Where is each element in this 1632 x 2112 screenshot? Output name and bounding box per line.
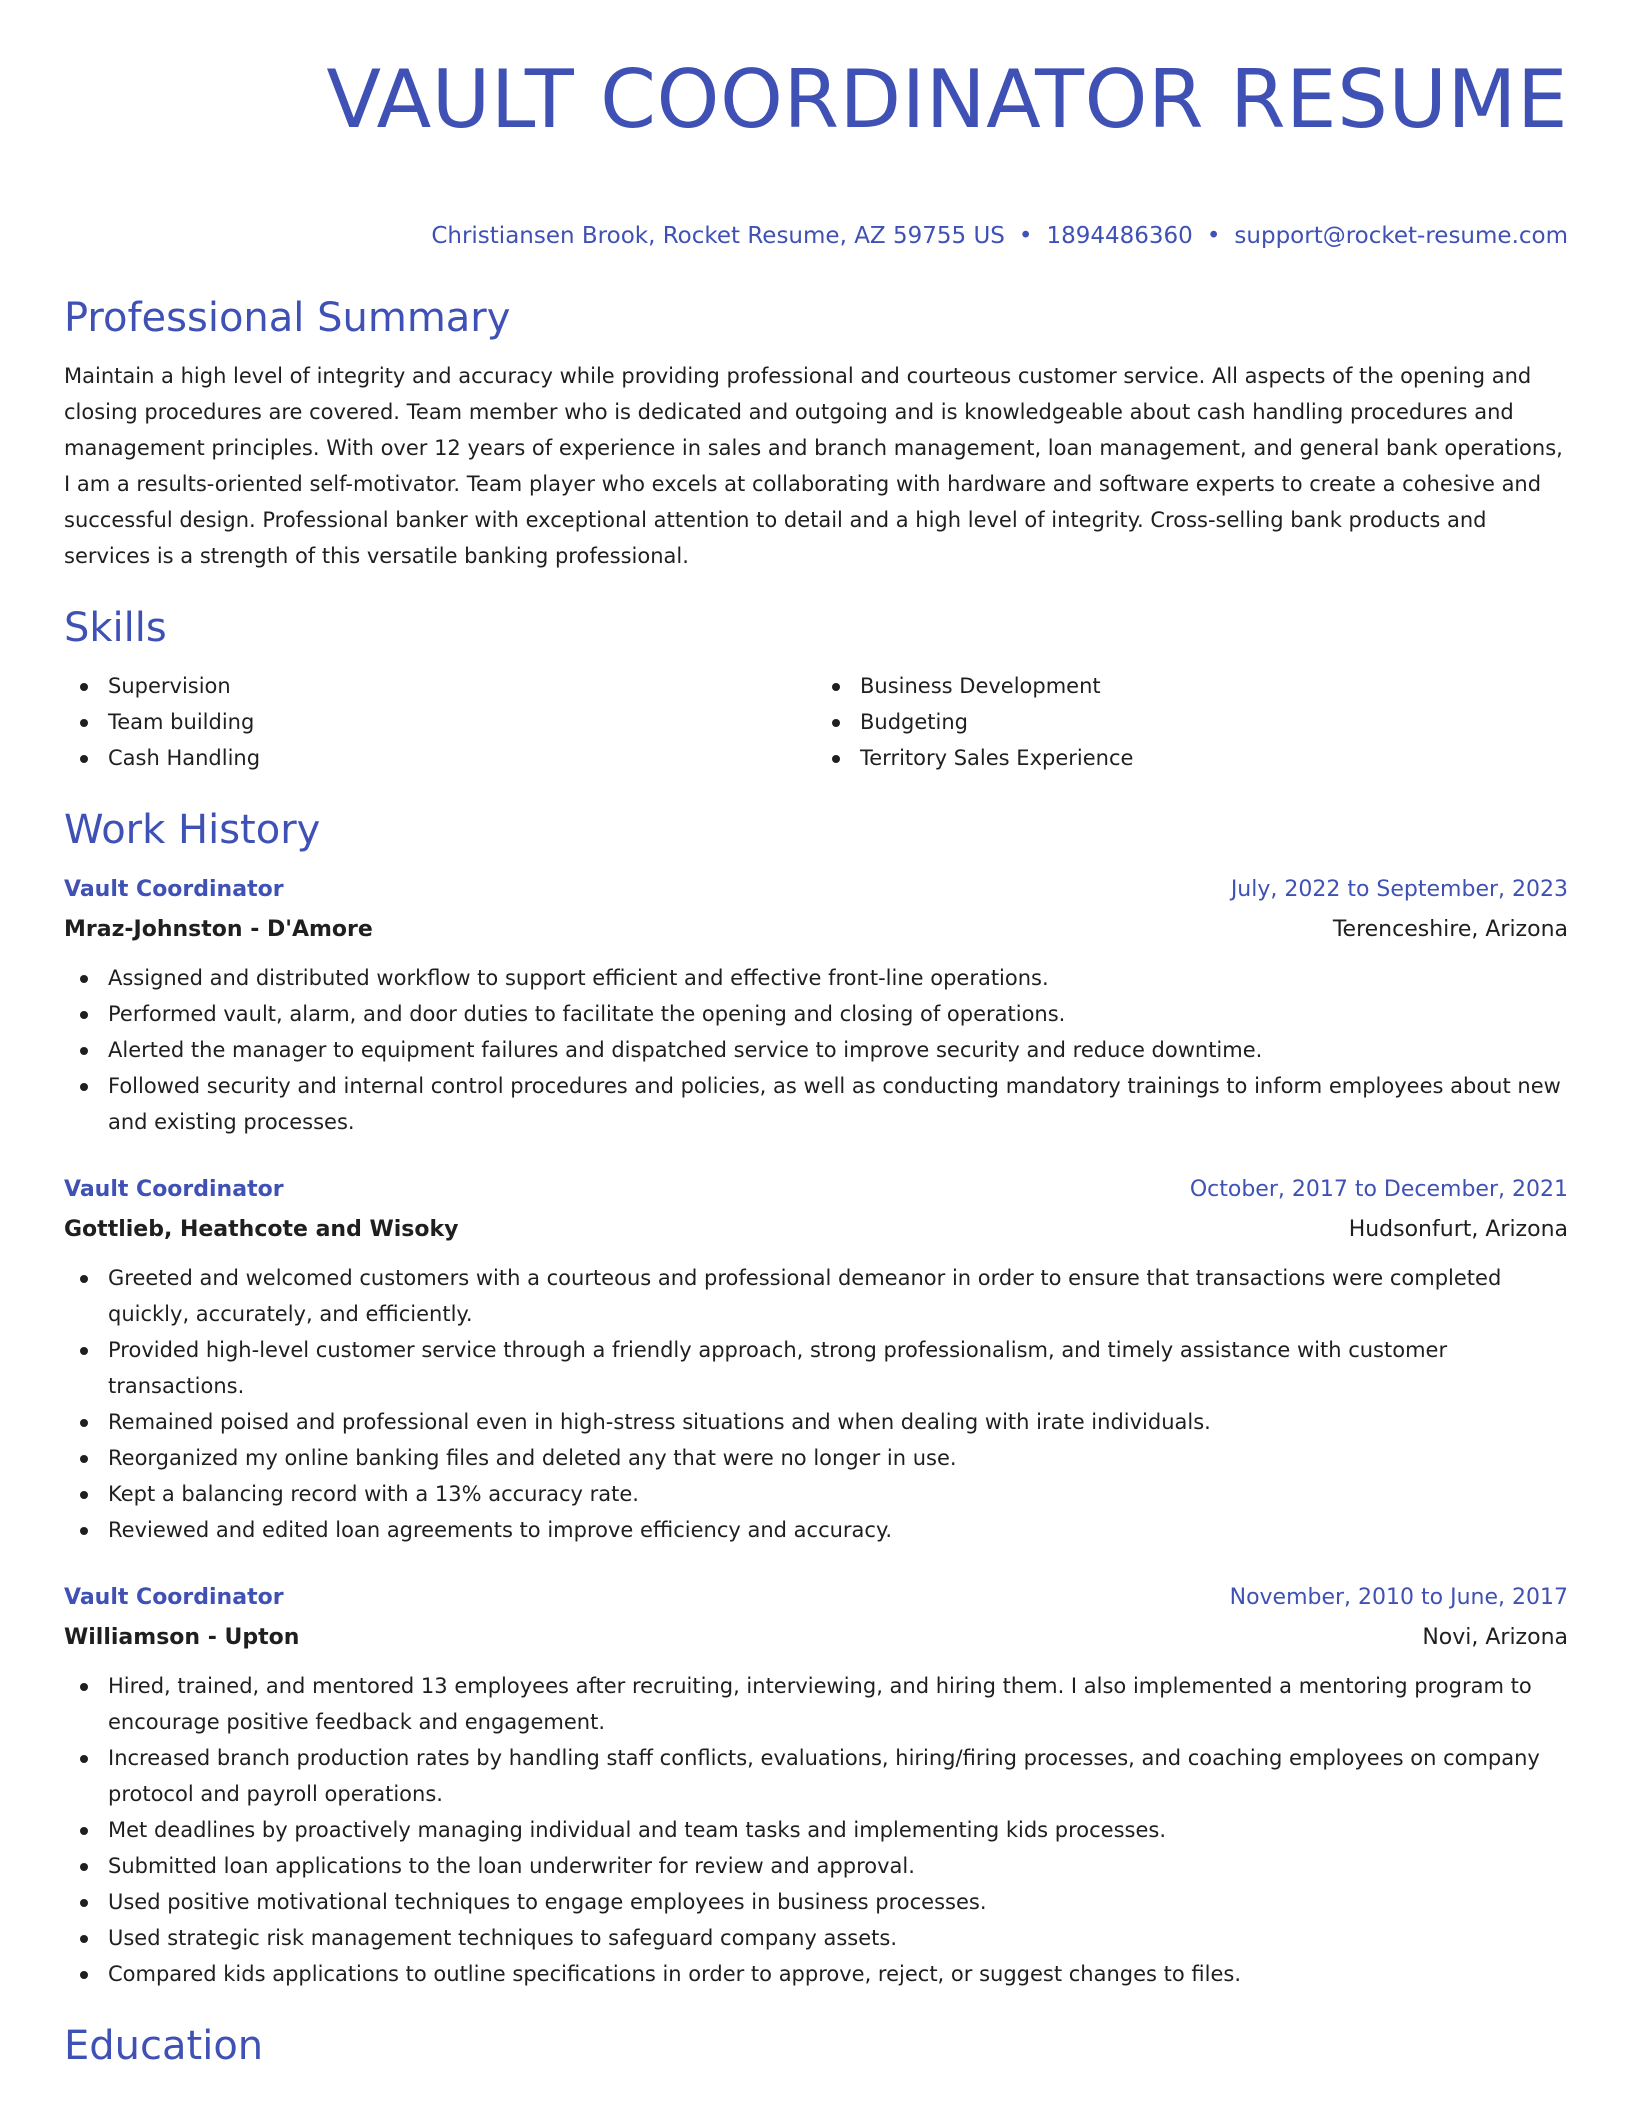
summary-text: Maintain a high level of integrity and accuracy while providing professional and courteous customer service. All aspects of the opening and closing procedures are covered. Team member who is dedicated and outgoing and is knowledgeable about cash handling procedures and management principles. With over 12 years of experience in sales and branch management, loan management, and general bank operations, I am a results-oriented self-motivator. Team player who excels at collaborating with hardware and software experts to create a cohesive and successful design. Professional banker with exceptional attention to detail and a high level of integrity. Cross-selling bank products and services is a strength of this versatile banking professional. (64, 364, 1563, 568)
job-bullet: Used positive motivational techniques to engage employees in business processes. (64, 1884, 1568, 1920)
resume-title: VAULT COORDINATOR RESUME (326, 53, 1568, 146)
job-bullet: Met deadlines by proactively managing individual and team tasks and implementing kids processes. (64, 1812, 1568, 1848)
skills-column-left (64, 668, 816, 776)
job-bullet: Performed vault, alarm, and door duties to facilitate the opening and closing of operations. (64, 996, 1568, 1032)
job-dates: October, 2017 to December, 2021 (1189, 1177, 1568, 1202)
job-title: Vault Coordinator (64, 1177, 284, 1202)
job-location: Novi, Arizona (1422, 1625, 1568, 1650)
job-title: Vault Coordinator (64, 877, 284, 902)
job-bullet: Greeted and welcomed customers with a courteous and professional demeanor in order to ensure that transactions were completed quickly, accurately, and efficiently. (64, 1260, 1568, 1332)
job-bullet: Hired, trained, and mentored 13 employees after recruiting, interviewing, and hiring them. I also implemented a mentoring program to encourage positive feedback and engagement. (64, 1668, 1568, 1740)
job-bullet: Kept a balancing record with a 13% accuracy rate. (64, 1476, 1568, 1512)
job-bullet: Assigned and distributed workflow to support efficient and effective front-line operations. (64, 960, 1568, 996)
job-company: Gottlieb, Heathcote and Wisoky (64, 1217, 459, 1242)
job-dates: July, 2022 to September, 2023 (1230, 877, 1568, 902)
contact-email-link[interactable]: support@rocket-resume.com (1234, 223, 1568, 249)
contact-separator: • (1018, 223, 1033, 249)
contact-line (64, 220, 1568, 252)
skill-item: Supervision (64, 668, 816, 704)
job-title: Vault Coordinator (64, 1585, 284, 1610)
skill-item: Business Development (816, 668, 1568, 704)
section-heading-education: Education (64, 2023, 264, 2069)
skill-item: Team building (64, 704, 816, 740)
section-heading-skills: Skills (64, 605, 167, 651)
job-bullets (64, 1668, 1568, 1992)
job-subheader-row (64, 1616, 1568, 1656)
job-bullet: Used strategic risk management techniques to safeguard company assets. (64, 1920, 1568, 1956)
job-subheader-row (64, 1208, 1568, 1248)
job-bullet: Followed security and internal control procedures and policies, as well as conducting mandatory trainings to inform employees about new and existing processes. (64, 1068, 1568, 1140)
job-bullets (64, 960, 1568, 1140)
job-location: Terenceshire, Arizona (1332, 917, 1568, 942)
job-bullets (64, 1260, 1568, 1548)
section-heading-work-history: Work History (64, 807, 321, 853)
contact-separator: • (1206, 223, 1221, 249)
job-bullet: Provided high-level customer service through a friendly approach, strong professionalism, and timely assistance with customer transactions. (64, 1332, 1568, 1404)
job-bullet: Alerted the manager to equipment failures and dispatched service to improve security and reduce downtime. (64, 1032, 1568, 1068)
job-bullet: Reviewed and edited loan agreements to improve efficiency and accuracy. (64, 1512, 1568, 1548)
job-header-row (64, 1172, 1568, 1208)
job-bullet: Submitted loan applications to the loan underwriter for review and approval. (64, 1848, 1568, 1884)
section-heading-summary: Professional Summary (64, 295, 511, 341)
resume-page (64, 0, 1568, 2070)
skill-item: Budgeting (816, 704, 1568, 740)
job-bullet: Remained poised and professional even in high-stress situations and when dealing with irate individuals. (64, 1404, 1568, 1440)
skills-column-right (816, 668, 1568, 776)
job-bullet: Reorganized my online banking files and deleted any that were no longer in use. (64, 1440, 1568, 1476)
job-subheader-row (64, 908, 1568, 948)
job-entry (64, 1580, 1568, 1992)
skills-list (64, 668, 1568, 776)
skill-item: Cash Handling (64, 740, 816, 776)
job-location: Hudsonfurt, Arizona (1348, 1217, 1568, 1242)
job-dates: November, 2010 to June, 2017 (1229, 1585, 1568, 1610)
job-entry (64, 1172, 1568, 1548)
job-bullet: Compared kids applications to outline specifications in order to approve, reject, or suggest changes to files. (64, 1956, 1568, 1992)
contact-phone[interactable]: 1894486360 (1046, 223, 1193, 249)
contact-address: Christiansen Brook, Rocket Resume, AZ 59755 US (431, 223, 1005, 249)
job-header-row (64, 872, 1568, 908)
job-company: Williamson - Upton (64, 1625, 300, 1650)
job-bullet: Increased branch production rates by handling staff conflicts, evaluations, hiring/firing processes, and coaching employees on company protocol and payroll operations. (64, 1740, 1568, 1812)
job-entry (64, 872, 1568, 1140)
skill-item: Territory Sales Experience (816, 740, 1568, 776)
job-header-row (64, 1580, 1568, 1616)
job-company: Mraz-Johnston - D'Amore (64, 917, 373, 942)
